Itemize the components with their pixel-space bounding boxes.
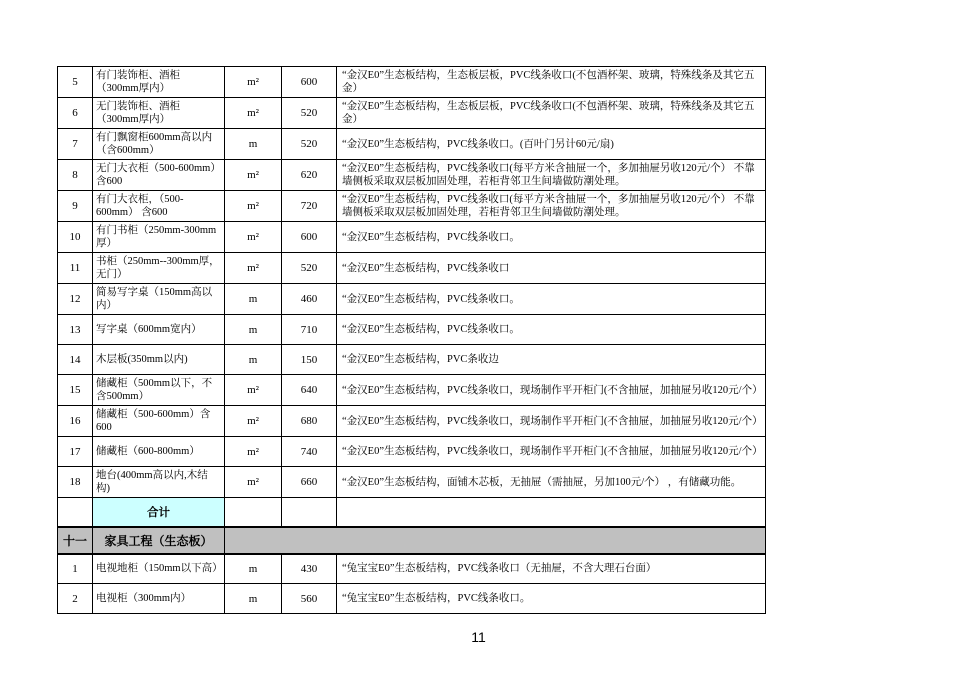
section-title: 家具工程（生态板） [93, 527, 225, 554]
cell-row-number: 14 [58, 345, 93, 375]
cell-unit: m² [225, 253, 282, 284]
cell-item-description: 有门书柜（250mm-300mm厚） [93, 222, 225, 253]
table-row [58, 345, 766, 375]
cell-item-description: 电视地柜（150mm以下高） [93, 554, 225, 584]
cell-item-description: 简易写字桌（150mm高以内） [93, 284, 225, 315]
cell-price: 150 [282, 345, 337, 375]
table-row [58, 375, 766, 406]
cell-note: “金汉E0”生态板结构，PVC线条收口，现场制作平开柜门(不含抽屉，加抽屉另收120元/个） [337, 375, 766, 406]
price-table-body [58, 67, 766, 614]
table-row [58, 129, 766, 160]
cell-row-number: 1 [58, 554, 93, 584]
cell-price: 520 [282, 98, 337, 129]
cell-unit: m [225, 584, 282, 614]
cell-price: 710 [282, 315, 337, 345]
cell-note: “金汉E0”生态板结构，面铺木芯板，无抽屉（需抽屉，另加100元/个） ，有储藏功能。 [337, 467, 766, 498]
cell-row-number: 7 [58, 129, 93, 160]
table-row [58, 315, 766, 345]
cell-unit: m² [225, 375, 282, 406]
table-row [58, 554, 766, 584]
cell-unit: m² [225, 406, 282, 437]
table-row [58, 253, 766, 284]
section-header-row [58, 527, 766, 554]
cell-row-number: 15 [58, 375, 93, 406]
cell-item-description: 有门大衣柜，（500-600mm） 含600 [93, 191, 225, 222]
cell-item-description: 储藏柜（600-800mm） [93, 437, 225, 467]
cell-price: 740 [282, 437, 337, 467]
price-table [57, 66, 766, 614]
cell-price: 520 [282, 253, 337, 284]
cell-note: “金汉E0”生态板结构，PVC条收边 [337, 345, 766, 375]
cell-price: 600 [282, 222, 337, 253]
cell-price: 680 [282, 406, 337, 437]
cell-item-description: 储藏柜（500-600mm）含600 [93, 406, 225, 437]
cell-price: 660 [282, 467, 337, 498]
cell-item-description: 书柜（250mm--300mm厚，无门） [93, 253, 225, 284]
table-row [58, 437, 766, 467]
cell-unit: m² [225, 437, 282, 467]
table-row [58, 584, 766, 614]
cell-note: “金汉E0”生态板结构，PVC线条收口，现场制作平开柜门(不含抽屉，加抽屉另收120元/个） [337, 437, 766, 467]
cell-unit: m [225, 284, 282, 315]
cell-unit [225, 498, 282, 527]
section-number: 十一 [58, 527, 93, 554]
cell-unit: m [225, 345, 282, 375]
cell-note: “金汉E0”生态板结构，PVC线条收口(每平方米含抽屉一个，多加抽屉另收120元/个） 不靠墙侧板采取双层板加固处理，若柜背邻卫生间墙做防潮处理。 [337, 191, 766, 222]
cell-item-description: 地台(400mm高以内,木结构) [93, 467, 225, 498]
cell-item-description: 木层板(350mm以内) [93, 345, 225, 375]
cell-price: 620 [282, 160, 337, 191]
cell-row-number: 11 [58, 253, 93, 284]
table-row [58, 67, 766, 98]
cell-unit: m² [225, 222, 282, 253]
cell-row-number: 16 [58, 406, 93, 437]
cell-note: “金汉E0”生态板结构，PVC线条收口 [337, 253, 766, 284]
cell-price [282, 498, 337, 527]
cell-row-number: 6 [58, 98, 93, 129]
total-label: 合计 [93, 498, 225, 527]
cell-note: “金汉E0”生态板结构，PVC线条收口。 [337, 222, 766, 253]
table-row [58, 98, 766, 129]
cell-unit: m² [225, 467, 282, 498]
cell-item-description: 有门飘窗柜600mm高以内 （含600mm） [93, 129, 225, 160]
cell-price: 460 [282, 284, 337, 315]
cell-item-description: 有门装饰柜、酒柜（300mm厚内） [93, 67, 225, 98]
cell-row-number [58, 498, 93, 527]
cell-item-description: 储藏柜（500mm以下，不含500mm） [93, 375, 225, 406]
cell-row-number: 13 [58, 315, 93, 345]
cell-unit: m² [225, 67, 282, 98]
cell-note: “金汉E0”生态板结构，生态板层板，PVC线条收口(不包酒杯架、玻璃，特殊线条及其它五金） [337, 67, 766, 98]
cell-note: “金汉E0”生态板结构，生态板层板，PVC线条收口(不包酒杯架、玻璃，特殊线条及其它五金） [337, 98, 766, 129]
cell-row-number: 18 [58, 467, 93, 498]
cell-note: “金汉E0”生态板结构，PVC线条收口。(百叶门另计60元/扇) [337, 129, 766, 160]
cell-unit: m² [225, 191, 282, 222]
cell-unit: m [225, 129, 282, 160]
cell-note: “金汉E0”生态板结构，PVC线条收口。 [337, 315, 766, 345]
table-row [58, 406, 766, 437]
cell-row-number: 12 [58, 284, 93, 315]
cell-unit: m [225, 315, 282, 345]
cell-item-description: 电视柜（300mm内） [93, 584, 225, 614]
cell-item-description: 无门装饰柜、酒柜（300mm厚内） [93, 98, 225, 129]
table-row [58, 191, 766, 222]
table-row [58, 284, 766, 315]
table-row [58, 467, 766, 498]
cell-row-number: 10 [58, 222, 93, 253]
cell-note: “金汉E0”生态板结构，PVC线条收口。 [337, 284, 766, 315]
cell-row-number: 2 [58, 584, 93, 614]
total-row [58, 498, 766, 527]
cell-note: “金汉E0”生态板结构，PVC线条收口(每平方米含抽屉一个，多加抽屉另收120元/个） 不靠墙侧板采取双层板加固处理，若柜背邻卫生间墙做防潮处理。 [337, 160, 766, 191]
page-number: 11 [471, 629, 486, 645]
cell-note: “兔宝宝E0”生态板结构，PVC线条收口。 [337, 584, 766, 614]
cell-price: 640 [282, 375, 337, 406]
cell-price: 430 [282, 554, 337, 584]
cell-unit: m [225, 554, 282, 584]
section-filler [225, 527, 766, 554]
cell-unit: m² [225, 98, 282, 129]
table-row [58, 222, 766, 253]
cell-row-number: 9 [58, 191, 93, 222]
cell-row-number: 5 [58, 67, 93, 98]
cell-price: 520 [282, 129, 337, 160]
cell-item-description: 无门大衣柜（500-600mm）含600 [93, 160, 225, 191]
cell-price: 720 [282, 191, 337, 222]
cell-note: “兔宝宝E0”生态板结构，PVC线条收口（无抽屉，不含大理石台面） [337, 554, 766, 584]
cell-unit: m² [225, 160, 282, 191]
cell-price: 600 [282, 67, 337, 98]
table-row [58, 160, 766, 191]
cell-note: “金汉E0”生态板结构，PVC线条收口，现场制作平开柜门(不含抽屉，加抽屉另收120元/个） [337, 406, 766, 437]
cell-item-description: 写字桌（600mm宽内） [93, 315, 225, 345]
cell-note [337, 498, 766, 527]
cell-price: 560 [282, 584, 337, 614]
cell-row-number: 8 [58, 160, 93, 191]
cell-row-number: 17 [58, 437, 93, 467]
